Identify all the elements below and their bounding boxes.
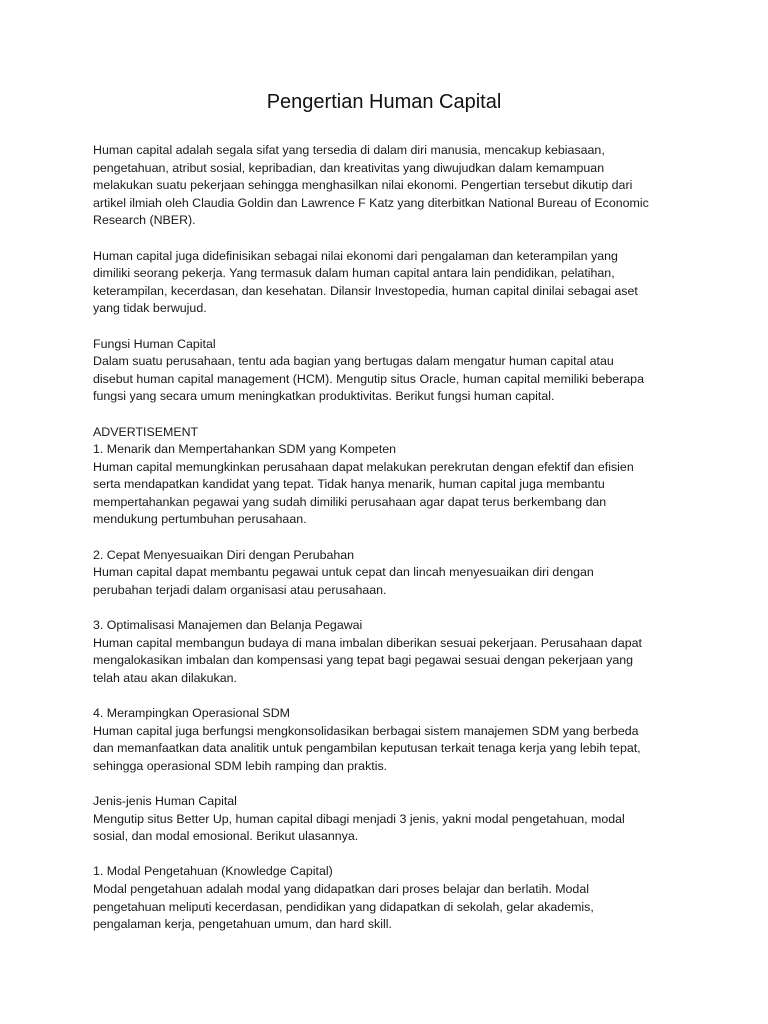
- text-line: Research (NBER).: [93, 213, 196, 228]
- text-line: serta mendapatkan kandidat yang tepat. Tidak hanya menarik, human capital juga membantu: [93, 477, 605, 492]
- text-line: pengetahuan meliputi kecerdasan, pendidikan yang didapatkan di sekolah, gelar akademis,: [93, 899, 594, 914]
- text-line: Dalam suatu perusahaan, tentu ada bagian yang bertugas dalam mengatur human capital atau: [93, 354, 614, 369]
- text-line: Human capital memungkinkan perusahaan dapat melakukan perekrutan dengan efektif dan efisien: [93, 459, 634, 474]
- text-line: mempertahankan pegawai yang sudah dimiliki perusahaan agar dapat terus berkembang dan: [93, 494, 607, 509]
- text-line: Human capital juga didefinisikan sebagai nilai ekonomi dari pengalaman dan keterampilan yang: [93, 248, 618, 263]
- text-line: melakukan suatu pekerjaan sehingga menghasilkan nilai ekonomi. Pengertian tersebut dikutip dari: [93, 178, 633, 193]
- text-line: dan memanfaatkan data analitik untuk pengambilan keputusan terkait tenaga kerja yang lebih tepat,: [93, 741, 641, 756]
- text-line: Mengutip situs Better Up, human capital dibagi menjadi 3 jenis, yakni modal pengetahuan, modal: [93, 811, 625, 826]
- text-line: yang tidak berwujud.: [93, 301, 207, 316]
- list-item-heading: 2. Cepat Menyesuaikan Diri dengan Perubahan: [93, 547, 355, 562]
- text-line: mengalokasikan imbalan dan kompensasi yang tepat bagi pegawai sesuai dengan pekerjaan yang: [93, 653, 634, 668]
- paragraph: [93, 248, 683, 318]
- list-item-heading: 3. Optimalisasi Manajemen dan Belanja Pegawai: [93, 618, 363, 633]
- advertisement-label: ADVERTISEMENT: [93, 424, 199, 439]
- list-item-heading: 4. Merampingkan Operasional SDM: [93, 706, 290, 720]
- section-heading: Jenis-jenis Human Capital: [93, 793, 237, 808]
- paragraph: [93, 336, 683, 406]
- document-body: [93, 142, 683, 951]
- list-item-heading: 1. Modal Pengetahuan (Knowledge Capital): [93, 864, 333, 879]
- paragraph: [93, 863, 683, 933]
- paragraph: [93, 142, 683, 230]
- text-line: sehingga operasional SDM lebih ramping dan praktis.: [93, 758, 388, 773]
- paragraph: [93, 617, 683, 687]
- text-line: Human capital dapat membantu pegawai untuk cepat dan lincah menyesuaikan diri dengan: [93, 565, 594, 580]
- paragraph: [93, 424, 683, 530]
- text-line: keterampilan, kecerdasan, dan kesehatan. Dilansir Investopedia, human capital dinilai sebagai aset: [93, 283, 638, 298]
- text-line: telah atau akan dilakukan.: [93, 670, 237, 685]
- list-item-heading: 1. Menarik dan Mempertahankan SDM yang Kompeten: [93, 442, 397, 457]
- text-line: dimiliki seorang pekerja. Yang termasuk dalam human capital antara lain pendidikan, pelatihan,: [93, 266, 615, 281]
- section-heading: Fungsi Human Capital: [93, 336, 216, 351]
- document-title: Pengertian Human Capital: [266, 91, 502, 113]
- text-line: Human capital adalah segala sifat yang tersedia di dalam diri manusia, mencakup kebiasaan,: [93, 143, 605, 157]
- text-line: sosial, dan modal emosional. Berikut ulasannya.: [93, 829, 359, 844]
- paragraph: [93, 705, 683, 775]
- text-line: pengetahuan, atribut sosial, kepribadian, dan kreativitas yang diwujudkan dalam kemampuan: [93, 160, 605, 175]
- text-line: artikel ilmiah oleh Claudia Goldin dan Lawrence F Katz yang diterbitkan National Bureau of Economic: [93, 195, 649, 210]
- text-line: Human capital membangun budaya di mana imbalan diberikan sesuai pekerjaan. Perusahaan dapat: [93, 635, 642, 650]
- text-line: mendukung pertumbuhan perusahaan.: [93, 512, 307, 527]
- text-line: disebut human capital management (HCM). Mengutip situs Oracle, human capital memiliki beberapa: [93, 371, 644, 386]
- text-line: Modal pengetahuan adalah modal yang didapatkan dari proses belajar dan berlatih. Modal: [93, 881, 589, 896]
- text-line: pengalaman kerja, pengetahuan umum, dan hard skill.: [93, 917, 392, 932]
- text-line: fungsi yang secara umum meningkatkan produktivitas. Berikut fungsi human capital.: [93, 389, 555, 404]
- paragraph: [93, 793, 683, 846]
- text-line: perubahan terjadi dalam organisasi atau perusahaan.: [93, 582, 387, 597]
- text-line: Human capital juga berfungsi mengkonsolidasikan berbagai sistem manajemen SDM yang berbeda: [93, 723, 639, 738]
- paragraph: [93, 547, 683, 600]
